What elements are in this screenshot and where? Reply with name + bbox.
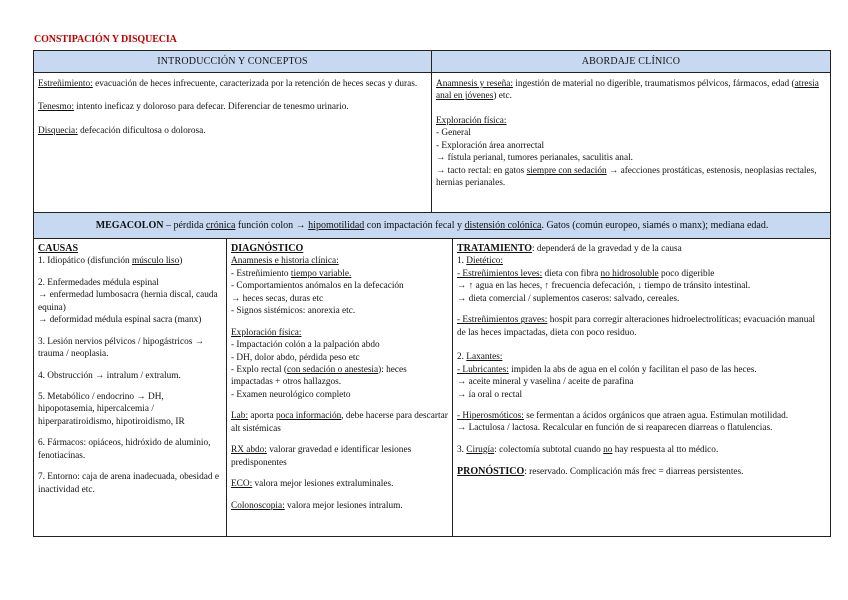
exploracion-heading: Exploración física: xyxy=(436,115,507,126)
diag-eco: ECO: valora mejor lesiones extraluminales. xyxy=(231,479,394,490)
trat-cirugia: 3. Cirugía: colectomía subtotal cuando no hay respuesta al tto médico. xyxy=(457,444,719,455)
exploracion-line: - General xyxy=(436,128,471,139)
tacto-rectal-line: → tacto rectal: en gatos siempre con sedación → afecciones prostáticas, estenosis, neoplasias rectales, hernias perianales. xyxy=(436,165,817,189)
tratamiento-title: TRATAMIENTO: dependerá de la gravedad y de la causa xyxy=(457,243,682,254)
exploracion-line: - Exploración área anorrectal xyxy=(436,140,545,151)
diagnostico-title: DIAGNÓSTICO xyxy=(231,243,304,254)
megacolon-header: MEGACOLON – pérdida crónica función colon → hipomotilidad con impactación fecal y distensión colónica. Gatos (común europeo, siamés o manx); mediana edad. xyxy=(34,213,831,239)
abordaje-cell xyxy=(432,73,831,218)
abordaje-header: ABORDAJE CLÍNICO xyxy=(432,51,831,73)
causa-item: 2. Enfermedades médula espinal → enfermedad lumbosacra (hernia discal, cauda equina) → deformidad médula espinal sacra (manx) xyxy=(38,277,218,326)
causa-item: 3. Lesión nervios pélvicos / hipogástricos → trauma / neoplasia. xyxy=(38,336,205,360)
intro-table xyxy=(33,50,831,218)
causa-item: 5. Metabólico / endocrino → DH, hipopotasemia, hipercalcemia / hiperparatiroidismo, hipotiroidismo, IR xyxy=(38,392,185,427)
def-disquecia: Disquecia: defecación dificultosa o dolorosa. xyxy=(38,125,206,136)
causas-cell xyxy=(34,239,227,537)
pronostico: PRONÓSTICO: reservado. Complicación más frec = diarreas persistentes. xyxy=(457,466,744,478)
diag-exploracion: Exploración física: - Impactación colón a la palpación abdo - DH, dolor abdo, pérdida peso etc - Explo rectal (con sedación o anestesia): heces impactadas + otros hallazgos. - Examen neurológico completo xyxy=(231,327,407,400)
causas-title: CAUSAS xyxy=(38,243,79,254)
diag-anamnesis: Anamnesis e historia clínica: - Estreñimiento tiempo variable. - Comportamientos anómalos en la defecación → heces secas, duras etc - Signos sistémicos: anorexia etc. xyxy=(231,256,404,317)
tratamiento-cell xyxy=(453,239,831,537)
def-tenesmo: Tenesmo: intento ineficaz y doloroso para defecar. Diferenciar de tenesmo urinario. xyxy=(38,102,349,113)
diag-colonoscopia: Colonoscopia: valora mejor lesiones intralum. xyxy=(231,500,403,511)
trat-dietetico: 1. Dietético: - Estreñimientos leves: dieta con fibra no hidrosoluble poco digerible → ↑ agua en las heces, ↑ frecuencia defecación, ↓ tiempo de tránsito intestinal. → dieta comercial / suplementos caseros: salvado, cereales. xyxy=(457,256,751,304)
intro-cell xyxy=(34,73,432,218)
trat-graves: - Estreñimientos graves: hospit para corregir alteraciones hidroelectrolíticas; evacuación manual de las heces impactadas, dieta con poco residuo. xyxy=(457,315,816,338)
trat-laxantes: 2. Laxantes: - Lubricantes: impiden la abs de agua en el colón y facilitan el paso de las heces. → aceite mineral y vaselina / aceite de parafina → ía oral o rectal xyxy=(457,352,757,400)
def-estrenimiento: Estreñimiento: evacuación de heces infrecuente, caracterizada por la retención de heces secas y duras. xyxy=(38,79,418,89)
diag-rx: RX abdo: valorar gravedad e identificar lesiones predisponentes xyxy=(231,445,412,468)
causa-item: 4. Obstrucción → intralum / extralum. xyxy=(38,370,181,381)
diag-lab: Lab: aporta poca información, debe hacerse para descartar alt sistémicas xyxy=(231,411,448,434)
causa-item: 6. Fármacos: opiáceos, hidróxido de aluminio, fenotiacinas. xyxy=(38,438,211,461)
exploracion-line: → fístula perianal, tumores perianales, saculitis anal. xyxy=(436,153,633,164)
causa-item: 1. Idiopático (disfunción músculo liso) xyxy=(38,256,183,267)
causa-item: 7. Entorno: caja de arena inadecuada, obesidad e inactividad etc. xyxy=(38,472,219,495)
diagnostico-cell xyxy=(227,239,453,537)
intro-header: INTRODUCCIÓN Y CONCEPTOS xyxy=(34,51,432,73)
document-title: CONSTIPACIÓN Y DISQUECIA xyxy=(34,34,177,45)
trat-hiperosmoticos: - Hiperosmóticos: se fermentan a ácidos orgánicos que atraen agua. Estimulan motilidad. → Lactulosa / lactosa. Recalcular en función de si reaparecen diarreas o flatulencias. xyxy=(457,410,789,434)
megacolon-table xyxy=(33,212,831,537)
anamnesis-text: Anamnesis y reseña: ingestión de material no digerible, traumatismos pélvicos, fármacos, edad (atresia anal en jóvenes) etc. xyxy=(436,79,819,102)
